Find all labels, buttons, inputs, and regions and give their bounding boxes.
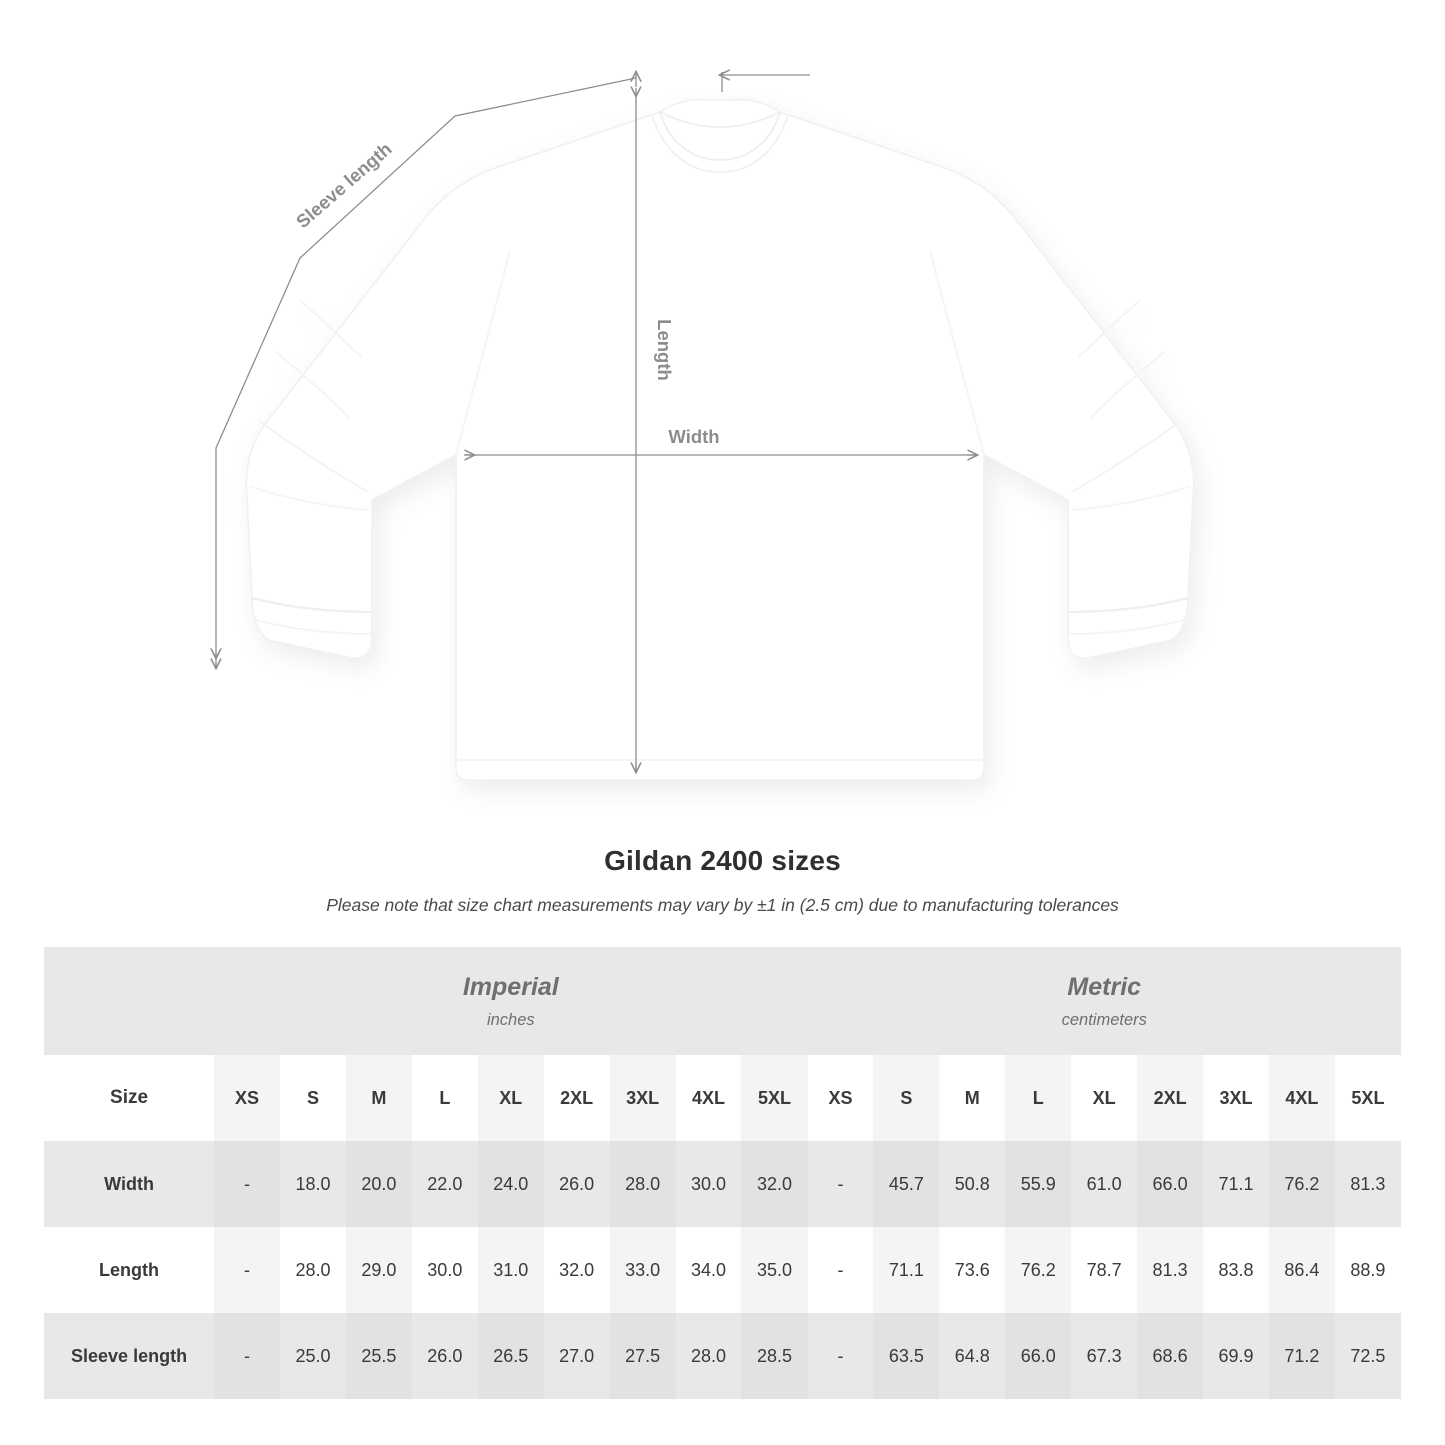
- cell-sleeve-imperial-xs: -: [214, 1313, 280, 1399]
- cell-length-imperial-5xl: 35.0: [741, 1227, 807, 1313]
- cell-sleeve-imperial-4xl: 28.0: [676, 1313, 742, 1399]
- cell-length-metric-s: 71.1: [873, 1227, 939, 1313]
- cell-sleeve-imperial-l: 26.0: [412, 1313, 478, 1399]
- cell-sleeve-imperial-s: 25.0: [280, 1313, 346, 1399]
- cell-width-metric-xl: 61.0: [1071, 1141, 1137, 1227]
- cell-sleeve-metric-3xl: 69.9: [1203, 1313, 1269, 1399]
- cell-length-imperial-xl: 31.0: [478, 1227, 544, 1313]
- size-header-metric-xs: XS: [808, 1055, 874, 1141]
- size-header-imperial-m: M: [346, 1055, 412, 1141]
- cell-sleeve-metric-5xl: 72.5: [1335, 1313, 1401, 1399]
- unit-header-metric: [808, 947, 1402, 1055]
- size-header-metric-2xl: 2XL: [1137, 1055, 1203, 1141]
- cell-length-imperial-s: 28.0: [280, 1227, 346, 1313]
- unit-sub-imperial: inches: [486, 1010, 535, 1029]
- cell-width-metric-3xl: 71.1: [1203, 1141, 1269, 1227]
- cell-width-imperial-s: 18.0: [280, 1141, 346, 1227]
- cell-length-imperial-l: 30.0: [412, 1227, 478, 1313]
- size-table-wrap: [44, 947, 1401, 1399]
- cell-width-metric-s: 45.7: [873, 1141, 939, 1227]
- cell-length-metric-l: 76.2: [1005, 1227, 1071, 1313]
- cell-width-metric-5xl: 81.3: [1335, 1141, 1401, 1227]
- size-header-metric-xl: XL: [1071, 1055, 1137, 1141]
- table-row: [44, 1313, 1401, 1399]
- row-label-length: Length: [44, 1227, 214, 1313]
- cell-sleeve-imperial-3xl: 27.5: [610, 1313, 676, 1399]
- shirt-shape: [246, 100, 1193, 780]
- cell-width-imperial-xl: 24.0: [478, 1141, 544, 1227]
- cell-width-metric-xs: -: [808, 1141, 874, 1227]
- cell-length-imperial-4xl: 34.0: [676, 1227, 742, 1313]
- cell-length-metric-4xl: 86.4: [1269, 1227, 1335, 1313]
- size-header-imperial-4xl: 4XL: [676, 1055, 742, 1141]
- cell-sleeve-metric-m: 64.8: [939, 1313, 1005, 1399]
- size-header-imperial-5xl: 5XL: [741, 1055, 807, 1141]
- size-header-row: [44, 1055, 1401, 1141]
- cell-sleeve-metric-s: 63.5: [873, 1313, 939, 1399]
- cell-sleeve-imperial-xl: 26.5: [478, 1313, 544, 1399]
- cell-width-metric-2xl: 66.0: [1137, 1141, 1203, 1227]
- page-title: Gildan 2400 sizes: [604, 845, 841, 876]
- cell-width-imperial-2xl: 26.0: [544, 1141, 610, 1227]
- size-header-metric-m: M: [939, 1055, 1005, 1141]
- label-sleeve-length: Sleeve length: [291, 138, 396, 233]
- cell-length-metric-xl: 78.7: [1071, 1227, 1137, 1313]
- cell-sleeve-metric-2xl: 68.6: [1137, 1313, 1203, 1399]
- label-length: Length: [654, 319, 675, 381]
- unit-name-imperial: Imperial: [462, 972, 559, 1001]
- heading-block: [0, 845, 1445, 916]
- cell-width-metric-l: 55.9: [1005, 1141, 1071, 1227]
- unit-sub-metric: centimeters: [1061, 1010, 1147, 1029]
- row-label-sleeve-length: Sleeve length: [44, 1313, 214, 1399]
- cell-sleeve-imperial-2xl: 27.0: [544, 1313, 610, 1399]
- size-header-imperial-xs: XS: [214, 1055, 280, 1141]
- cell-length-imperial-xs: -: [214, 1227, 280, 1313]
- size-header-imperial-2xl: 2XL: [544, 1055, 610, 1141]
- size-header-metric-s: S: [873, 1055, 939, 1141]
- tolerance-note: Please note that size chart measurements may vary by ±1 in (2.5 cm) due to manufacturing tolerances: [326, 895, 1119, 915]
- cell-width-imperial-xs: -: [214, 1141, 280, 1227]
- unit-name-metric: Metric: [1067, 972, 1142, 1001]
- cell-width-imperial-5xl: 32.0: [741, 1141, 807, 1227]
- size-header-imperial-3xl: 3XL: [610, 1055, 676, 1141]
- table-row: [44, 1141, 1401, 1227]
- cell-width-imperial-4xl: 30.0: [676, 1141, 742, 1227]
- cell-length-imperial-3xl: 33.0: [610, 1227, 676, 1313]
- cell-width-metric-m: 50.8: [939, 1141, 1005, 1227]
- unit-header-spacer: [44, 947, 214, 1055]
- cell-length-metric-3xl: 83.8: [1203, 1227, 1269, 1313]
- cell-length-metric-xs: -: [808, 1227, 874, 1313]
- size-header-imperial-l: L: [412, 1055, 478, 1141]
- cell-length-metric-m: 73.6: [939, 1227, 1005, 1313]
- cell-length-metric-5xl: 88.9: [1335, 1227, 1401, 1313]
- size-header-imperial-s: S: [280, 1055, 346, 1141]
- cell-width-imperial-3xl: 28.0: [610, 1141, 676, 1227]
- size-table: [44, 947, 1401, 1399]
- table-row: [44, 1227, 1401, 1313]
- cell-sleeve-metric-xs: -: [808, 1313, 874, 1399]
- cell-sleeve-imperial-5xl: 28.5: [741, 1313, 807, 1399]
- cell-width-imperial-m: 20.0: [346, 1141, 412, 1227]
- label-width: Width: [668, 426, 720, 447]
- size-header-metric-4xl: 4XL: [1269, 1055, 1335, 1141]
- size-header-metric-3xl: 3XL: [1203, 1055, 1269, 1141]
- row-label-width: Width: [44, 1141, 214, 1227]
- cell-sleeve-metric-xl: 67.3: [1071, 1313, 1137, 1399]
- cell-sleeve-metric-l: 66.0: [1005, 1313, 1071, 1399]
- cell-width-metric-4xl: 76.2: [1269, 1141, 1335, 1227]
- size-header-imperial-xl: XL: [478, 1055, 544, 1141]
- cell-length-imperial-2xl: 32.0: [544, 1227, 610, 1313]
- cell-sleeve-metric-4xl: 71.2: [1269, 1313, 1335, 1399]
- cell-width-imperial-l: 22.0: [412, 1141, 478, 1227]
- cell-length-metric-2xl: 81.3: [1137, 1227, 1203, 1313]
- cell-length-imperial-m: 29.0: [346, 1227, 412, 1313]
- size-header-metric-5xl: 5XL: [1335, 1055, 1401, 1141]
- unit-header-row: [44, 947, 1401, 1055]
- unit-header-imperial: [214, 947, 807, 1055]
- cell-sleeve-imperial-m: 25.5: [346, 1313, 412, 1399]
- size-header-metric-l: L: [1005, 1055, 1071, 1141]
- size-header-label: Size: [44, 1055, 214, 1141]
